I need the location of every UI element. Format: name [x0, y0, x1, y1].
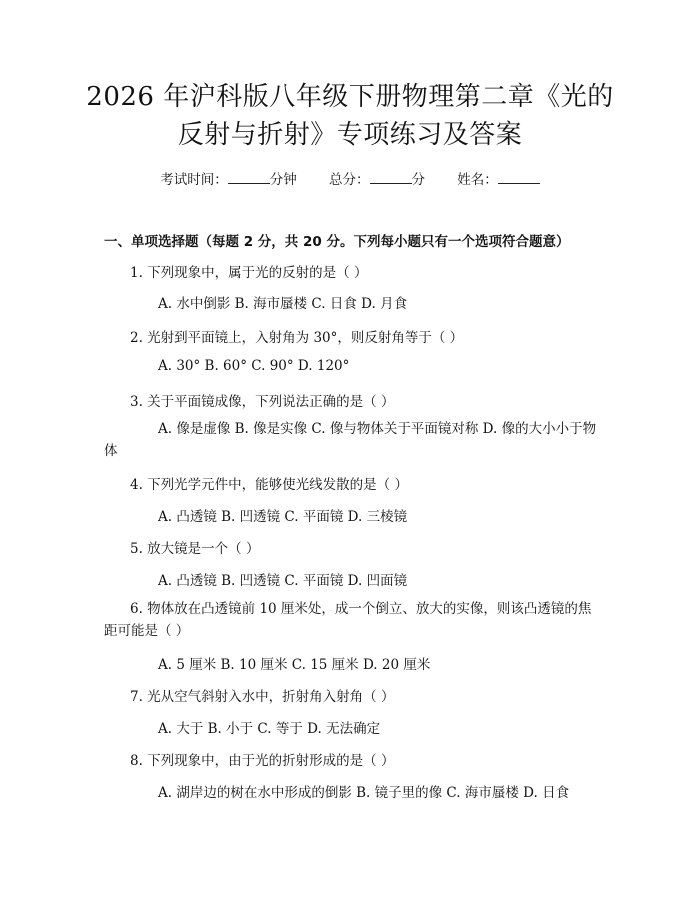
question-6-options: A. 5 厘米 B. 10 厘米 C. 15 厘米 D. 20 厘米: [158, 657, 431, 673]
question-4-options: A. 凸透镜 B. 凹透镜 C. 平面镜 D. 三棱镜: [158, 509, 408, 525]
question-1-options: A. 水中倒影 B. 海市蜃楼 C. 日食 D. 月食: [158, 296, 408, 312]
total-score-unit: 分: [411, 172, 425, 188]
student-name-blank: [498, 171, 540, 184]
question-5-stem: 5. 放大镜是一个（ ）: [130, 541, 260, 557]
exam-time-label: 考试时间：: [160, 172, 228, 188]
total-score-label: 总分：: [329, 172, 370, 188]
total-score: [329, 172, 429, 188]
question-8-stem: 8. 下列现象中，由于光的折射形成的是（ ）: [130, 753, 395, 769]
question-4-stem: 4. 下列光学元件中，能够使光线发散的是（ ）: [130, 477, 408, 493]
student-name: [457, 172, 540, 188]
document-title: [60, 78, 640, 154]
question-7-options: A. 大于 B. 小于 C. 等于 D. 无法确定: [158, 721, 381, 737]
total-score-blank: [370, 171, 412, 184]
question-1-stem: 1. 下列现象中，属于光的反射的是（ ）: [130, 265, 368, 281]
question-2-stem: 2. 光射到平面镜上，入射角为 30°，则反射角等于（ ）: [130, 330, 464, 346]
exam-time-unit: 分钟: [269, 172, 297, 188]
exam-time: [160, 172, 301, 188]
question-2-options: A. 30° B. 60° C. 90° D. 120°: [158, 358, 350, 374]
section-heading: 一、单项选择题（每题 2 分，共 20 分。下列每小题只有一个选项符合题意）: [104, 234, 570, 250]
question-3-stem: 3. 关于平面镜成像，下列说法正确的是（ ）: [130, 394, 395, 410]
question-8-options: A. 湖岸边的树在水中形成的倒影 B. 镜子里的像 C. 海市蜃楼 D. 日食: [158, 785, 570, 801]
question-6-stem: 6. 物体放在凸透镜前 10 厘米处，成一个倒立、放大的实像，则该凸透镜的焦距可能是（ ）: [104, 601, 592, 639]
question-7-stem: 7. 光从空气斜射入水中，折射角入射角（ ）: [130, 689, 395, 705]
title-line-2: 反射与折射》专项练习及答案: [177, 120, 523, 150]
question-3-options: A. 像是虚像 B. 像是实像 C. 像与物体关于平面镜对称 D. 像的大小小于物体: [104, 421, 597, 459]
question-5-options: A. 凸透镜 B. 凹透镜 C. 平面镜 D. 凹面镜: [158, 573, 408, 589]
title-line-1: 2026 年沪科版八年级下册物理第二章《光的: [86, 82, 614, 112]
exam-info: [0, 168, 700, 188]
exam-time-blank: [228, 171, 270, 184]
student-name-label: 姓名：: [457, 172, 498, 188]
